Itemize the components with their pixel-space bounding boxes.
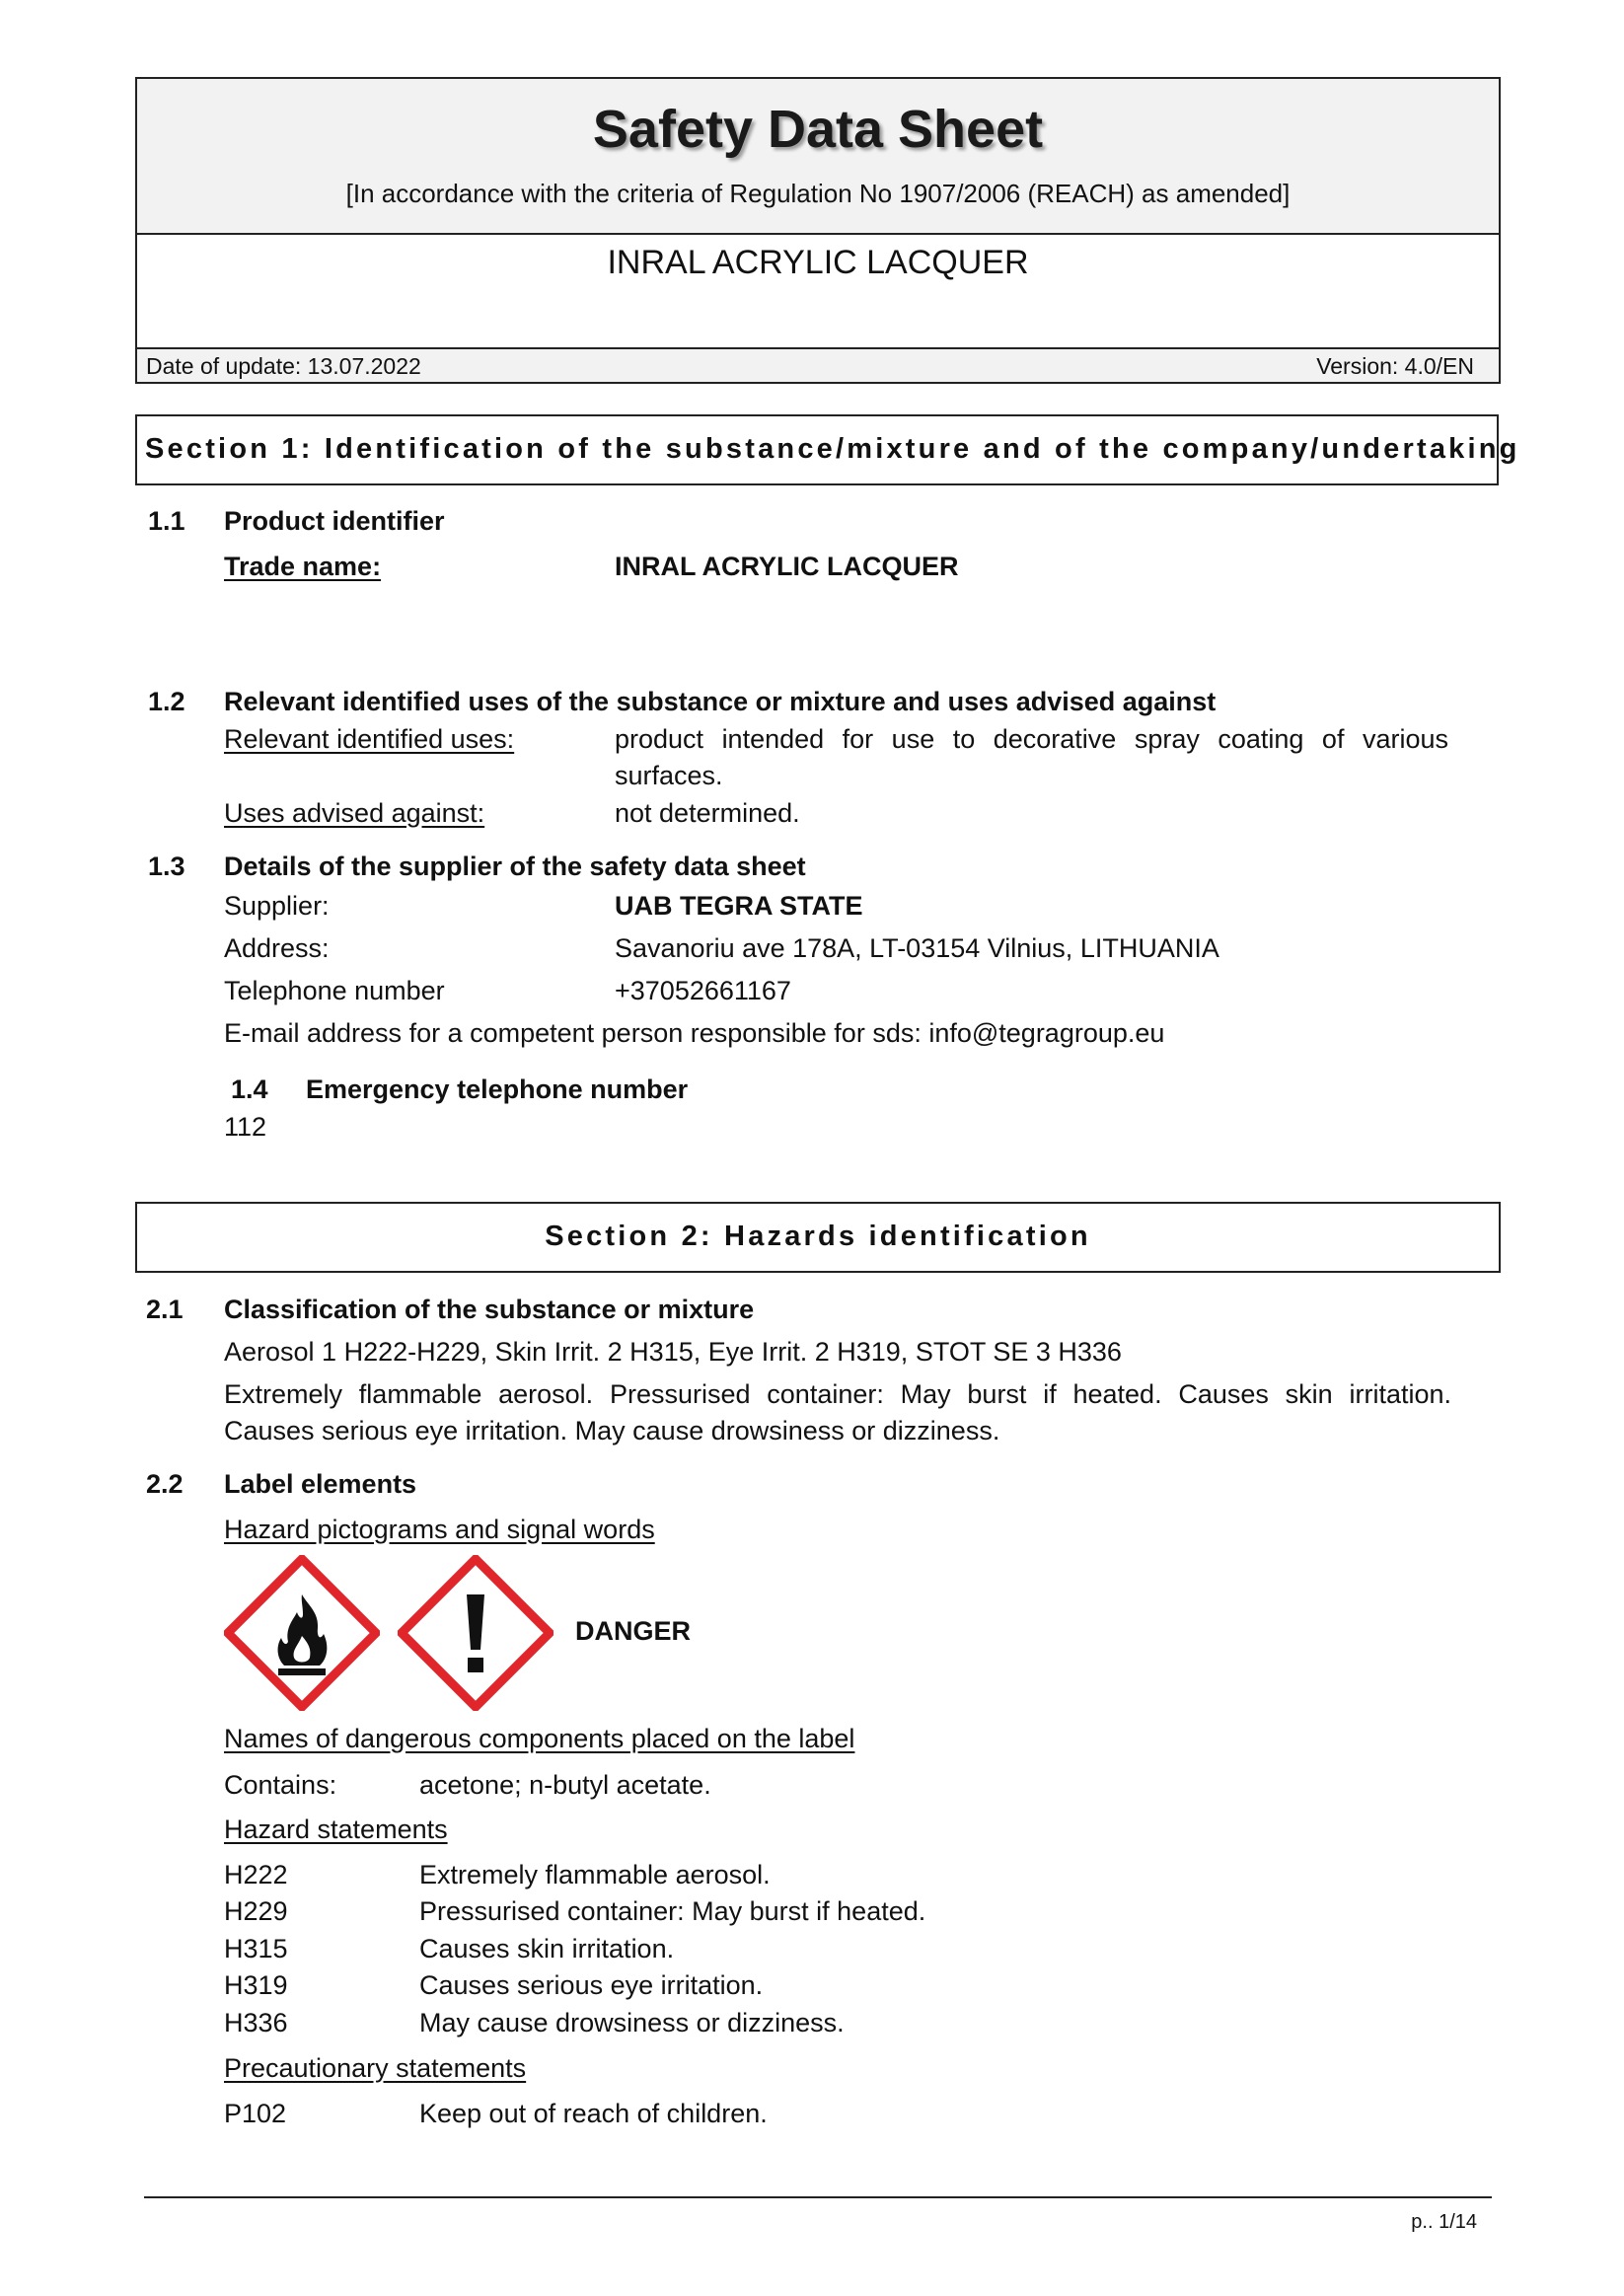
- emergency-number-value: 112: [224, 1112, 267, 1142]
- hazard-code: H222: [224, 1860, 288, 1889]
- classification-description: [224, 1377, 1451, 1447]
- section-1-3-heading: Details of the supplier of the safety data sheet: [224, 852, 806, 881]
- classification-text: Aerosol 1 H222-H229, Skin Irrit. 2 H315, Eye Irrit. 2 H319, STOT SE 3 H336: [224, 1337, 1122, 1367]
- identified-uses-label: Relevant identified uses:: [224, 724, 515, 754]
- address-label: Address:: [224, 933, 330, 963]
- hazard-code: H319: [224, 1970, 288, 2000]
- pictograms-heading: Hazard pictograms and signal words: [224, 1515, 655, 1544]
- trade-name-value: INRAL ACRYLIC LACQUER: [615, 552, 959, 581]
- section-2-title: Section 2: Hazards identification: [545, 1221, 1091, 1252]
- description-line2: Causes serious eye irritation. May cause drowsiness or dizziness.: [224, 1416, 1000, 1445]
- telephone-label: Telephone number: [224, 976, 445, 1005]
- supplier-value: UAB TEGRA STATE: [615, 891, 863, 921]
- telephone-value: +37052661167: [615, 976, 791, 1005]
- product-name-header: INRAL ACRYLIC LACQUER: [607, 244, 1029, 281]
- advised-against-label: Uses advised against:: [224, 798, 485, 828]
- components-heading: Names of dangerous components placed on the label: [224, 1724, 855, 1753]
- precautionary-text: Keep out of reach of children.: [419, 2099, 768, 2128]
- hazard-text: Extremely flammable aerosol.: [419, 1860, 771, 1889]
- contains-value: acetone; n-butyl acetate.: [419, 1770, 711, 1800]
- section-2-1-heading: Classification of the substance or mixture: [224, 1295, 755, 1324]
- document-title-text: Safety Data Sheet: [592, 100, 1044, 159]
- section-1-1-heading: Product identifier: [224, 506, 445, 536]
- precautionary-code: P102: [224, 2099, 287, 2128]
- section-2-2-number: 2.2: [146, 1469, 184, 1499]
- document-title: [135, 99, 1501, 160]
- header-divider: [135, 347, 1501, 349]
- exclamation-mark-icon: [398, 1555, 554, 1711]
- signal-word: DANGER: [575, 1616, 692, 1646]
- description-line1: Extremely flammable aerosol. Pressurised container: May burst if heated. Causes skin irritation.: [224, 1379, 1451, 1409]
- section-1-2-heading: Relevant identified uses of the substance or mixture and uses advised against: [224, 687, 1217, 716]
- hazard-text: Causes serious eye irritation.: [419, 1970, 764, 2000]
- email-line: E-mail address for a competent person responsible for sds: info@tegragroup.eu: [224, 1018, 1165, 1048]
- trade-name-label: Trade name:: [224, 552, 382, 581]
- page-number: p.. 1/14: [1411, 2211, 1477, 2233]
- hazard-code: H229: [224, 1896, 288, 1926]
- section-1-4-heading: Emergency telephone number: [306, 1074, 689, 1104]
- section-1-title: Section 1: Identification of the substance/mixture and of the company/undertaking: [145, 433, 1520, 465]
- hazard-text: Pressurised container: May burst if heated.: [419, 1896, 926, 1926]
- flame-icon: [224, 1555, 380, 1711]
- section-1-3-number: 1.3: [148, 852, 185, 881]
- hazard-code: H336: [224, 2008, 288, 2037]
- hazard-code: H315: [224, 1934, 288, 1963]
- version: Version: 4.0/EN: [1316, 353, 1474, 379]
- section-2-1-number: 2.1: [146, 1295, 184, 1324]
- identified-uses-line1: product intended for use to decorative spray coating of various: [615, 724, 1448, 754]
- hazard-statements-heading: Hazard statements: [224, 1815, 448, 1844]
- section-2-2-heading: Label elements: [224, 1469, 417, 1499]
- precautionary-statements-heading: Precautionary statements: [224, 2053, 527, 2083]
- supplier-label: Supplier:: [224, 891, 330, 921]
- section-1-2-number: 1.2: [148, 687, 185, 716]
- address-value: Savanoriu ave 178A, LT-03154 Vilnius, LITHUANIA: [615, 933, 1219, 963]
- advised-against-value: not determined.: [615, 798, 800, 828]
- contains-label: Contains:: [224, 1770, 337, 1800]
- hazard-text: May cause drowsiness or dizziness.: [419, 2008, 845, 2037]
- identified-uses-line2: surfaces.: [615, 761, 723, 790]
- footer-divider: [144, 2196, 1492, 2198]
- identified-uses-value: [615, 722, 1448, 792]
- section-1-4-number: 1.4: [231, 1074, 268, 1104]
- hazard-text: Causes skin irritation.: [419, 1934, 675, 1963]
- section-1-1-number: 1.1: [148, 506, 185, 536]
- regulation-note: [In accordance with the criteria of Regulation No 1907/2006 (REACH) as amended]: [345, 179, 1291, 208]
- section-1-header: [135, 414, 1520, 485]
- section-2-header: [135, 1202, 1501, 1273]
- date-of-update: Date of update: 13.07.2022: [146, 353, 421, 379]
